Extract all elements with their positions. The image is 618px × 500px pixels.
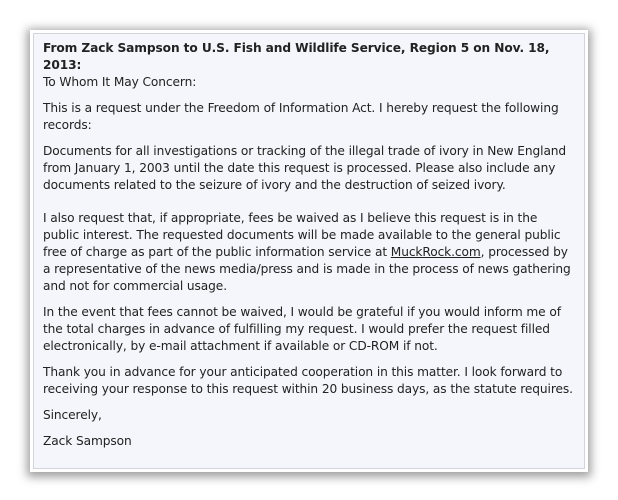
salutation: To Whom It May Concern:	[43, 75, 197, 89]
closing: Sincerely,	[43, 408, 102, 422]
paragraph-fee-waiver	[43, 210, 574, 295]
fee-waiver-text-start: I also request that, if appropriate, fees be waived as I believe this request is in the public interest. The requested documents will be made available to the general public free of charge as part of the public information service at	[43, 211, 561, 259]
signature: Zack Sampson	[43, 434, 132, 448]
paragraph-thank-you: Thank you in advance for your anticipated cooperation in this matter. I look forward to receiving your response to this request within 20 business days, as the statute requires.	[43, 365, 573, 396]
paragraph-documents: Documents for all investigations or tracking of the illegal trade of ivory in New England from January 1, 2003 until the date this request is processed. Please also include any documents related to the seizure of ivory and the destruction of seized ivory.	[43, 144, 567, 192]
paragraph-request-intro: This is a request under the Freedom of Information Act. I hereby request the following records:	[43, 101, 559, 132]
foia-letter	[33, 33, 585, 469]
letter-header: From Zack Sampson to U.S. Fish and Wildlife Service, Region 5 on Nov. 18, 2013:	[43, 41, 550, 72]
muckrock-link[interactable]: MuckRock.com	[390, 245, 481, 259]
fee-waiver-text-end: , processed by a representative of the news media/press and is made in the process of news gathering and not for commercial usage.	[43, 245, 571, 293]
paragraph-fees-not-waived: In the event that fees cannot be waived, I would be grateful if you would inform me of the total charges in advance of fulfilling my request. I would prefer the request filled electronically, by e-mail attachment if available or CD-ROM if not.	[43, 305, 561, 353]
letter-frame	[30, 30, 588, 472]
